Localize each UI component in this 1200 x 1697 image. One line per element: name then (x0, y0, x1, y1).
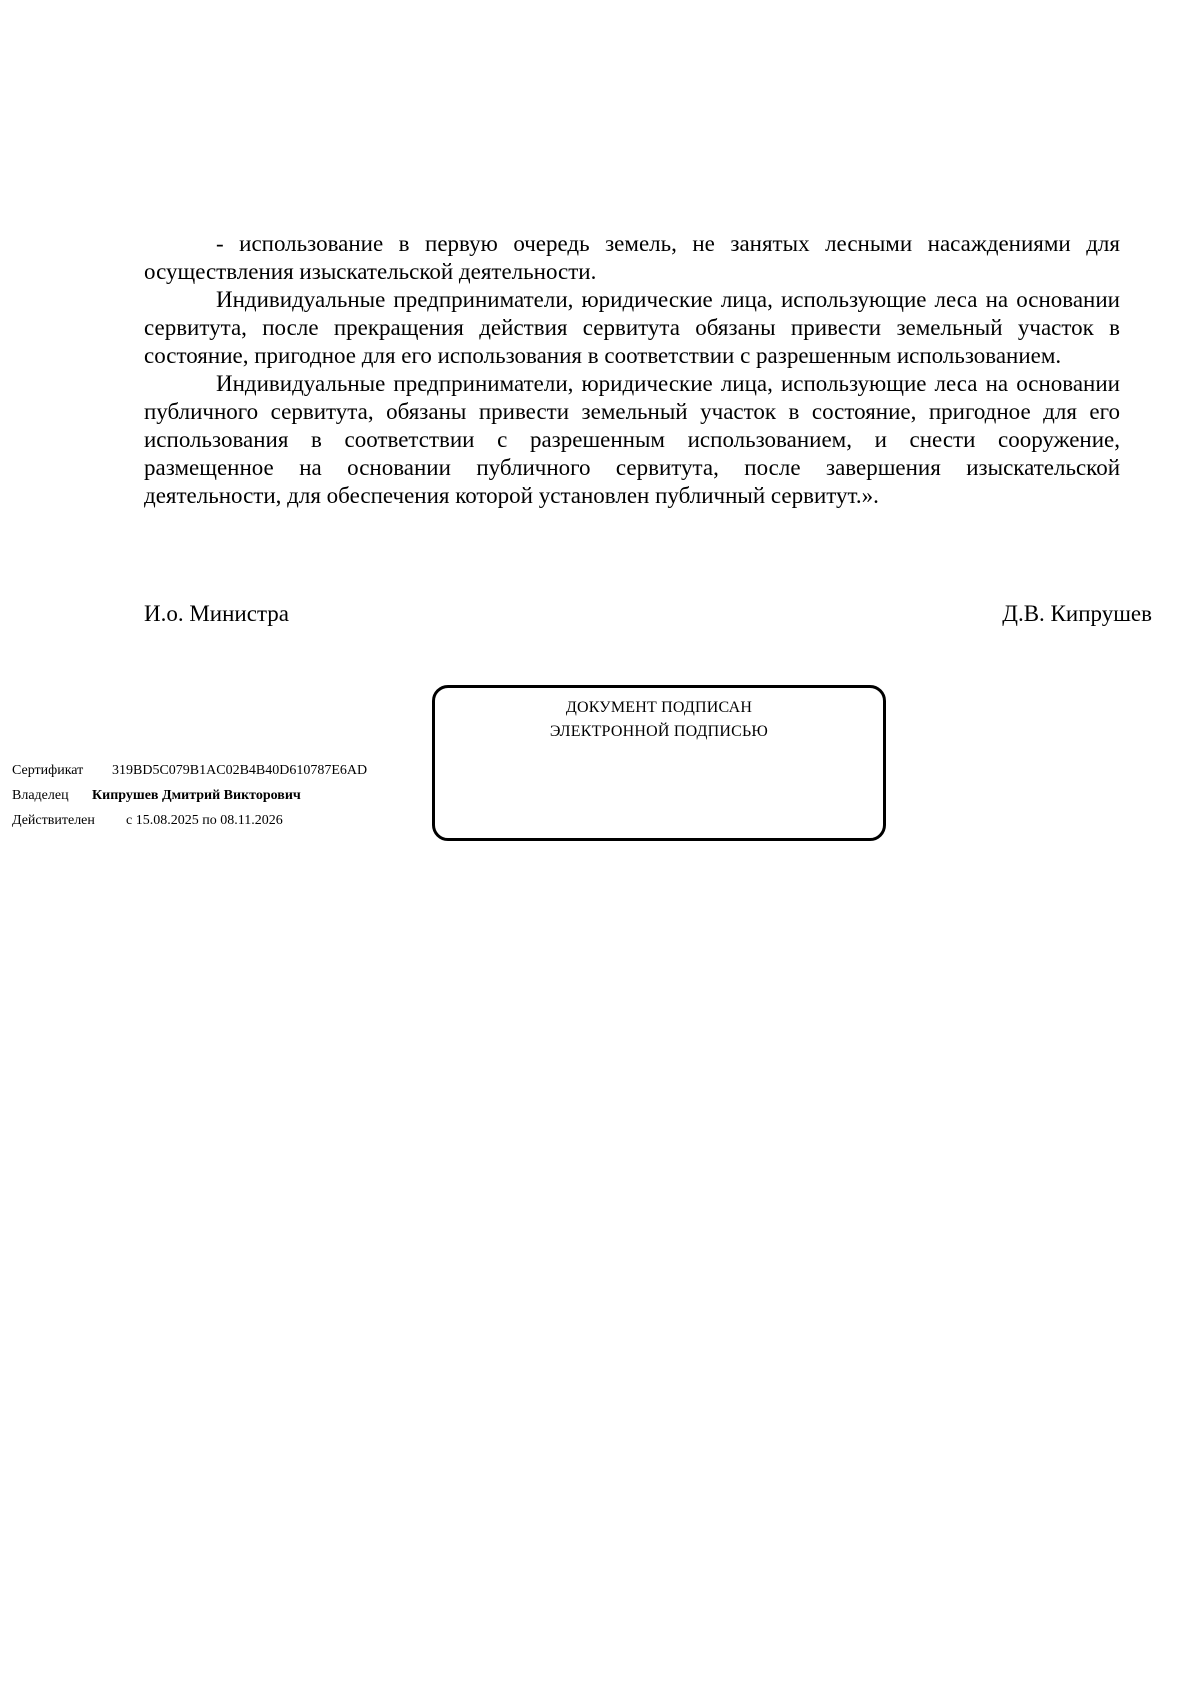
paragraph-servitude-obligations: Индивидуальные предприниматели, юридические лица, использующие леса на основании сервитута, после прекращения действия сервитута обязаны привести земельный участок в состояние, пригодное для его использования в соответствии с разрешенным использованием. (144, 287, 1120, 368)
stamp-title (435, 696, 883, 744)
stamp-owner-row (12, 787, 301, 805)
electronic-signature-stamp (432, 685, 886, 841)
certificate-label: Сертификат (12, 763, 84, 778)
paragraph-public-servitude-obligations: Индивидуальные предприниматели, юридические лица, использующие леса на основании публичного сервитута, обязаны привести земельный участок в состояние, пригодное для его использования в соответствии с разрешенным использованием, и снести сооружение, размещенное на основании публичного сервитута, после завершения изыскательской деятельности, для обеспечения которой установлен публичный сервитут.». (144, 371, 1120, 508)
valid-from-date: 15.08.2025 (135, 813, 199, 828)
valid-to-date: 08.11.2026 (220, 813, 283, 828)
document-body (144, 230, 1120, 510)
stamp-title-line-1: ДОКУМЕНТ ПОДПИСАН (565, 699, 753, 716)
valid-to-prefix: по (202, 813, 217, 828)
signature-block (144, 600, 1152, 628)
owner-label: Владелец (12, 788, 69, 803)
stamp-validity-row (12, 812, 283, 830)
stamp-title-line-2: ЭЛЕКТРОННОЙ ПОДПИСЬЮ (549, 723, 769, 740)
validity-label: Действителен (12, 813, 95, 828)
stamp-certificate-row (12, 762, 367, 780)
paragraph-land-use: - использование в первую очередь земель, не занятых лесными насаждениями для осуществления изыскательской деятельности. (144, 231, 1120, 284)
signatory-name: Д.В. Кипрушев (1002, 601, 1152, 626)
certificate-value: 319BD5C079B1AC02B4B40D610787E6AD (112, 763, 368, 778)
signatory-position: И.о. Министра (144, 601, 289, 626)
valid-from-prefix: с (126, 813, 133, 828)
owner-value: Кипрушев Дмитрий Викторович (92, 788, 301, 803)
